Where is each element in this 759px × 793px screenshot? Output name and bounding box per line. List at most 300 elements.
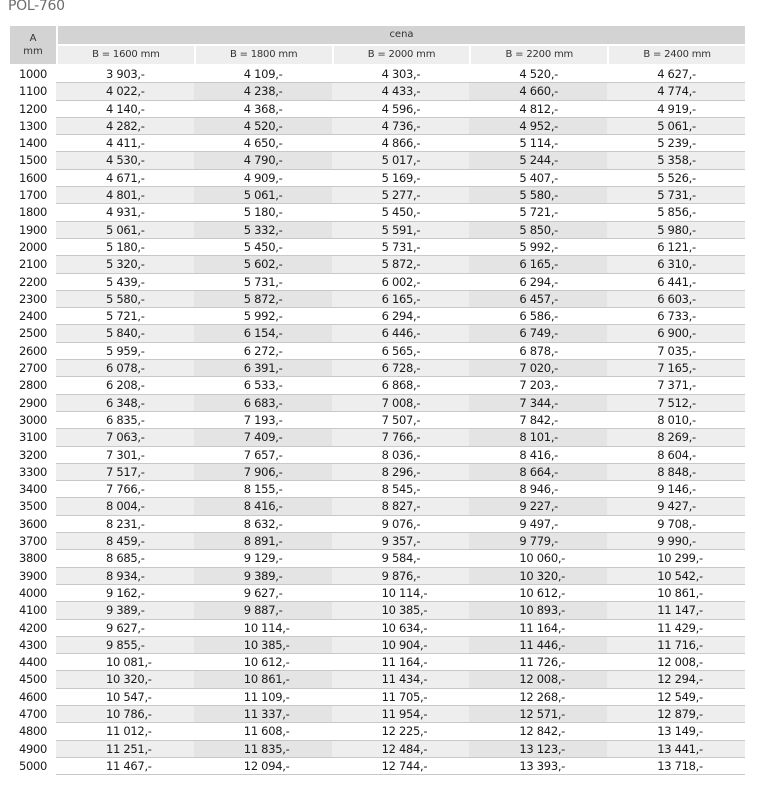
price-cell: 9 779,- — [469, 533, 607, 550]
price-cell: 7 512,- — [607, 395, 745, 412]
row-a-value: 3800 — [19, 551, 48, 566]
price-cell: 10 612,- — [243, 655, 290, 670]
price-cell: 5 856,- — [657, 205, 696, 220]
price-cell: 5 017,- — [332, 152, 470, 169]
price-cell: 4 520,- — [194, 118, 332, 135]
price-cell: 5 992,- — [519, 239, 559, 254]
price-cell: 4 140,- — [106, 101, 145, 116]
row-a-value: 3000 — [19, 412, 48, 427]
price-cell: 5 959,- — [106, 343, 145, 358]
row-divider — [56, 774, 745, 775]
table-row — [10, 741, 745, 758]
price-cell: 4 790,- — [194, 152, 332, 169]
price-cell: 13 123,- — [469, 741, 607, 758]
price-cell: 7 035,- — [657, 343, 696, 358]
price-cell: 6 835,- — [106, 412, 145, 427]
table-row — [10, 723, 745, 740]
price-cell: 5 332,- — [194, 222, 332, 239]
price-cell: 5 169,- — [381, 170, 421, 185]
row-a-value: 3300 — [19, 464, 48, 479]
price-cell: 5 407,- — [519, 170, 559, 185]
table-row — [10, 274, 745, 291]
price-cell: 6 154,- — [194, 325, 332, 342]
table-row — [10, 533, 745, 550]
row-a-value: 1500 — [19, 153, 48, 168]
price-cell: 7 842,- — [519, 412, 559, 427]
price-cell: 9 584,- — [381, 551, 421, 566]
price-cell: 6 391,- — [194, 360, 332, 377]
price-cell: 5 580,- — [469, 187, 607, 204]
price-cell: 8 632,- — [243, 516, 283, 531]
price-cell: 6 728,- — [332, 360, 470, 377]
price-cell: 4 109,- — [243, 67, 283, 81]
price-cell: 11 429,- — [657, 620, 703, 635]
table-row — [10, 654, 745, 671]
price-cell: 8 891,- — [194, 533, 332, 550]
a-label: A — [29, 33, 37, 44]
table-row — [10, 758, 745, 775]
row-a-value: 4300 — [19, 637, 48, 652]
price-cell: 12 008,- — [657, 655, 703, 670]
row-a-value: 4900 — [19, 741, 48, 756]
price-cell: 9 389,- — [56, 602, 194, 619]
row-a-value: 2300 — [19, 291, 48, 306]
price-cell: 10 081,- — [106, 655, 152, 670]
price-cell: 6 446,- — [332, 325, 470, 342]
price-cell: 5 872,- — [194, 291, 332, 308]
table-row — [10, 170, 745, 187]
price-cell: 7 766,- — [106, 482, 145, 497]
price-cell: 8 604,- — [657, 447, 696, 462]
price-cell: 10 114,- — [381, 585, 428, 600]
table-row — [10, 135, 745, 152]
price-cell: 10 861,- — [194, 671, 332, 688]
price-group-header: cena — [58, 26, 745, 44]
price-cell: 7 301,- — [106, 447, 145, 462]
price-cell: 9 227,- — [469, 498, 607, 515]
price-cell: 7 517,- — [56, 464, 194, 481]
price-cell: 10 634,- — [381, 620, 428, 635]
price-cell: 4 303,- — [381, 67, 421, 81]
price-cell: 6 121,- — [657, 239, 696, 254]
price-cell: 8 848,- — [607, 464, 745, 481]
row-a-value: 1100 — [19, 84, 48, 99]
price-cell: 6 586,- — [519, 309, 559, 324]
row-a-value: 2000 — [19, 239, 48, 254]
price-cell: 5 731,- — [243, 274, 283, 289]
table-row — [10, 516, 745, 533]
row-a-value: 1600 — [19, 170, 48, 185]
row-a-value: 4400 — [19, 655, 48, 670]
table-row — [10, 429, 745, 446]
price-cell: 3 903,- — [106, 67, 145, 81]
row-a-value: 2600 — [19, 343, 48, 358]
table-row — [10, 343, 745, 360]
row-a-value: 1800 — [19, 205, 48, 220]
table-row — [10, 481, 745, 498]
price-cell: 5 872,- — [332, 256, 470, 273]
table-row — [10, 671, 745, 688]
price-cell: 9 076,- — [381, 516, 421, 531]
table-row — [10, 447, 745, 464]
price-cell: 7 657,- — [243, 447, 283, 462]
table-row — [10, 101, 745, 118]
price-cell: 12 484,- — [332, 741, 470, 758]
price-cell: 9 146,- — [657, 482, 696, 497]
price-cell: 11 337,- — [194, 706, 332, 723]
price-cell: 5 980,- — [607, 222, 745, 239]
row-a-value: 4500 — [19, 672, 48, 687]
price-cell: 9 357,- — [332, 533, 470, 550]
table-row — [10, 83, 745, 100]
price-cell: 4 411,- — [106, 136, 145, 151]
price-cell: 6 165,- — [469, 256, 607, 273]
price-cell: 11 164,- — [519, 620, 566, 635]
price-cell: 10 385,- — [332, 602, 470, 619]
price-cell: 10 893,- — [469, 602, 607, 619]
row-a-value: 4700 — [19, 706, 48, 721]
price-cell: 9 990,- — [607, 533, 745, 550]
price-cell: 10 542,- — [607, 568, 745, 585]
price-cell: 4 520,- — [519, 67, 559, 81]
price-cell: 7 203,- — [519, 378, 559, 393]
price-cell: 11 716,- — [607, 637, 745, 654]
column-header: B = 2400 mm — [609, 46, 745, 64]
row-a-value: 1700 — [19, 188, 48, 203]
price-cell: 13 441,- — [607, 741, 745, 758]
price-cell: 5 840,- — [56, 325, 194, 342]
price-cell: 7 020,- — [469, 360, 607, 377]
price-cell: 6 272,- — [243, 343, 283, 358]
price-cell: 5 731,- — [381, 239, 421, 254]
price-cell: 11 705,- — [381, 689, 428, 704]
table-row — [10, 637, 745, 654]
row-a-value: 3400 — [19, 482, 48, 497]
row-a-value: 2700 — [19, 361, 48, 376]
table-row — [10, 498, 745, 515]
price-cell: 10 547,- — [106, 689, 152, 704]
price-cell: 4 650,- — [243, 136, 283, 151]
price-cell: 7 906,- — [194, 464, 332, 481]
price-cell: 4 866,- — [381, 136, 421, 151]
table-row — [10, 464, 745, 481]
price-cell: 9 389,- — [194, 568, 332, 585]
column-header: B = 1800 mm — [196, 46, 332, 64]
row-a-value: 2800 — [19, 378, 48, 393]
price-cell: 7 766,- — [332, 429, 470, 446]
price-cell: 7 063,- — [56, 429, 194, 446]
price-cell: 6 683,- — [194, 395, 332, 412]
price-cell: 4 282,- — [56, 118, 194, 135]
price-cell: 9 887,- — [194, 602, 332, 619]
price-cell: 4 671,- — [106, 170, 145, 185]
price-cell: 5 320,- — [56, 256, 194, 273]
price-cell: 10 114,- — [243, 620, 290, 635]
product-title: POL-760 — [8, 0, 65, 14]
price-cell: 5 239,- — [657, 136, 696, 151]
price-cell: 6 441,- — [657, 274, 696, 289]
price-cell: 11 467,- — [106, 758, 152, 773]
price-cell: 7 507,- — [381, 412, 421, 427]
table-row — [10, 689, 745, 706]
price-cell: 9 497,- — [519, 516, 559, 531]
price-cell: 11 164,- — [381, 655, 428, 670]
row-a-value: 4000 — [19, 585, 48, 600]
price-cell: 11 109,- — [243, 689, 290, 704]
price-cell: 12 008,- — [469, 671, 607, 688]
price-cell: 11 147,- — [607, 602, 745, 619]
row-a-value: 4800 — [19, 724, 48, 739]
price-cell: 12 225,- — [381, 724, 428, 739]
table-row — [10, 602, 745, 619]
price-cell: 4 433,- — [332, 83, 470, 100]
price-cell: 5 721,- — [519, 205, 559, 220]
price-cell: 5 244,- — [469, 152, 607, 169]
row-a-value: 3500 — [19, 499, 48, 514]
price-cell: 6 878,- — [519, 343, 559, 358]
price-cell: 4 660,- — [469, 83, 607, 100]
price-cell: 10 060,- — [519, 551, 566, 566]
price-cell: 7 344,- — [469, 395, 607, 412]
table-row — [10, 187, 745, 204]
table-row — [10, 118, 745, 135]
price-cell: 11 434,- — [332, 671, 470, 688]
price-cell: 12 549,- — [657, 689, 703, 704]
price-cell: 4 774,- — [607, 83, 745, 100]
price-cell: 4 801,- — [56, 187, 194, 204]
price-cell: 6 749,- — [469, 325, 607, 342]
price-cell: 12 571,- — [469, 706, 607, 723]
price-cell: 7 165,- — [607, 360, 745, 377]
price-cell: 6 310,- — [607, 256, 745, 273]
price-cell: 8 459,- — [56, 533, 194, 550]
price-cell: 5 439,- — [106, 274, 145, 289]
price-cell: 12 268,- — [519, 689, 566, 704]
price-cell: 10 320,- — [469, 568, 607, 585]
price-cell: 8 664,- — [469, 464, 607, 481]
price-cell: 4 952,- — [469, 118, 607, 135]
price-cell: 4 919,- — [657, 101, 696, 116]
price-cell: 8 416,- — [519, 447, 559, 462]
price-cell: 5 602,- — [194, 256, 332, 273]
price-cell: 8 416,- — [194, 498, 332, 515]
price-cell: 8 946,- — [519, 482, 559, 497]
price-cell: 4 812,- — [519, 101, 559, 116]
row-a-value: 3100 — [19, 430, 48, 445]
price-cell: 8 685,- — [106, 551, 145, 566]
row-a-value: 2900 — [19, 395, 48, 410]
price-cell: 6 294,- — [519, 274, 559, 289]
price-cell: 11 012,- — [106, 724, 152, 739]
price-cell: 9 876,- — [332, 568, 470, 585]
table-row — [10, 308, 745, 325]
price-cell: 7 193,- — [243, 412, 283, 427]
price-cell: 4 596,- — [381, 101, 421, 116]
price-cell: 4 736,- — [332, 118, 470, 135]
price-cell: 10 299,- — [657, 551, 703, 566]
price-cell: 12 842,- — [519, 724, 566, 739]
table-row — [10, 585, 745, 602]
price-cell: 8 101,- — [469, 429, 607, 446]
price-cell: 8 934,- — [56, 568, 194, 585]
price-cell: 11 835,- — [194, 741, 332, 758]
table-row — [10, 568, 745, 585]
column-header: B = 2200 mm — [471, 46, 607, 64]
price-cell: 6 348,- — [56, 395, 194, 412]
table-row — [10, 256, 745, 273]
row-a-value: 3900 — [19, 568, 48, 583]
price-cell: 13 718,- — [657, 758, 703, 773]
row-a-value: 5000 — [19, 758, 48, 773]
price-cell: 12 294,- — [607, 671, 745, 688]
row-a-value: 4200 — [19, 620, 48, 635]
price-cell: 4 022,- — [56, 83, 194, 100]
price-cell: 6 565,- — [381, 343, 421, 358]
price-cell: 8 004,- — [56, 498, 194, 515]
table-row — [10, 222, 745, 239]
price-cell: 12 744,- — [381, 758, 428, 773]
row-a-value: 4100 — [19, 603, 48, 618]
price-cell: 9 627,- — [243, 585, 283, 600]
price-cell: 8 296,- — [332, 464, 470, 481]
row-a-value: 1400 — [19, 136, 48, 151]
price-cell: 8 545,- — [381, 482, 421, 497]
a-unit: mm — [23, 46, 43, 57]
row-a-value: 1200 — [19, 101, 48, 116]
price-cell: 4 909,- — [243, 170, 283, 185]
row-a-value: 1300 — [19, 118, 48, 133]
price-cell: 8 010,- — [657, 412, 696, 427]
table-row — [10, 325, 745, 342]
price-cell: 5 180,- — [243, 205, 283, 220]
price-cell: 6 078,- — [56, 360, 194, 377]
width-column-headers — [58, 46, 745, 64]
price-cell: 6 002,- — [381, 274, 421, 289]
row-a-value: 1900 — [19, 222, 48, 237]
table-body — [10, 66, 745, 775]
price-cell: 9 855,- — [56, 637, 194, 654]
row-a-value: 4600 — [19, 689, 48, 704]
price-cell: 5 992,- — [243, 309, 283, 324]
price-cell: 5 061,- — [607, 118, 745, 135]
price-cell: 6 457,- — [469, 291, 607, 308]
row-a-value: 2400 — [19, 309, 48, 324]
column-header: B = 2000 mm — [334, 46, 470, 64]
price-cell: 11 446,- — [469, 637, 607, 654]
column-header: B = 1600 mm — [58, 46, 194, 64]
a-column-header — [10, 26, 56, 64]
price-cell: 8 269,- — [607, 429, 745, 446]
price-cell: 4 368,- — [243, 101, 283, 116]
price-cell: 6 868,- — [381, 378, 421, 393]
price-cell: 5 358,- — [607, 152, 745, 169]
price-cell: 9 162,- — [106, 585, 145, 600]
price-cell: 5 526,- — [657, 170, 696, 185]
table-row — [10, 377, 745, 394]
price-cell: 11 726,- — [519, 655, 566, 670]
table-row — [10, 204, 745, 221]
table-row — [10, 66, 745, 83]
price-cell: 6 533,- — [243, 378, 283, 393]
price-cell: 6 208,- — [106, 378, 145, 393]
price-cell: 10 385,- — [194, 637, 332, 654]
table-row — [10, 239, 745, 256]
price-cell: 7 371,- — [657, 378, 696, 393]
row-a-value: 1000 — [19, 67, 48, 81]
row-a-value: 3700 — [19, 534, 48, 549]
price-cell: 6 165,- — [332, 291, 470, 308]
price-cell: 9 427,- — [607, 498, 745, 515]
price-cell: 5 061,- — [194, 187, 332, 204]
price-cell: 6 900,- — [607, 325, 745, 342]
price-cell: 5 580,- — [56, 291, 194, 308]
row-a-value: 2100 — [19, 257, 48, 272]
price-cell: 10 612,- — [519, 585, 566, 600]
table-row — [10, 620, 745, 637]
price-cell: 9 627,- — [106, 620, 145, 635]
price-cell: 6 733,- — [657, 309, 696, 324]
price-cell: 11 608,- — [243, 724, 290, 739]
row-a-value: 2200 — [19, 274, 48, 289]
price-cell: 7 409,- — [194, 429, 332, 446]
price-cell: 6 603,- — [607, 291, 745, 308]
price-cell: 4 530,- — [56, 152, 194, 169]
price-cell: 8 036,- — [381, 447, 421, 462]
table-row — [10, 550, 745, 567]
table-row — [10, 706, 745, 723]
price-cell: 5 721,- — [106, 309, 145, 324]
table-row — [10, 412, 745, 429]
price-cell: 5 061,- — [56, 222, 194, 239]
price-cell: 12 879,- — [607, 706, 745, 723]
price-cell: 5 591,- — [332, 222, 470, 239]
price-cell: 13 393,- — [519, 758, 566, 773]
price-cell: 10 904,- — [332, 637, 470, 654]
table-row — [10, 395, 745, 412]
price-cell: 5 277,- — [332, 187, 470, 204]
price-cell: 8 827,- — [332, 498, 470, 515]
price-cell: 10 320,- — [56, 671, 194, 688]
price-cell: 10 861,- — [657, 585, 703, 600]
price-cell: 5 450,- — [381, 205, 421, 220]
price-cell: 5 114,- — [519, 136, 559, 151]
price-cell: 4 931,- — [106, 205, 145, 220]
price-cell: 5 180,- — [106, 239, 145, 254]
price-cell: 5 731,- — [607, 187, 745, 204]
price-cell: 4 238,- — [194, 83, 332, 100]
table-row — [10, 152, 745, 169]
price-cell: 9 129,- — [243, 551, 283, 566]
price-cell: 11 251,- — [56, 741, 194, 758]
price-cell: 8 231,- — [106, 516, 145, 531]
table-row — [10, 360, 745, 377]
price-cell: 13 149,- — [657, 724, 703, 739]
price-cell: 5 850,- — [469, 222, 607, 239]
price-cell: 9 708,- — [657, 516, 696, 531]
price-cell: 7 008,- — [332, 395, 470, 412]
price-cell: 8 155,- — [243, 482, 283, 497]
row-a-value: 3200 — [19, 447, 48, 462]
row-a-value: 2500 — [19, 326, 48, 341]
price-cell: 11 954,- — [332, 706, 470, 723]
price-cell: 6 294,- — [381, 309, 421, 324]
price-cell: 4 627,- — [657, 67, 696, 81]
price-cell: 10 786,- — [56, 706, 194, 723]
price-cell: 5 450,- — [243, 239, 283, 254]
row-a-value: 3600 — [19, 516, 48, 531]
table-row — [10, 291, 745, 308]
price-cell: 12 094,- — [243, 758, 290, 773]
